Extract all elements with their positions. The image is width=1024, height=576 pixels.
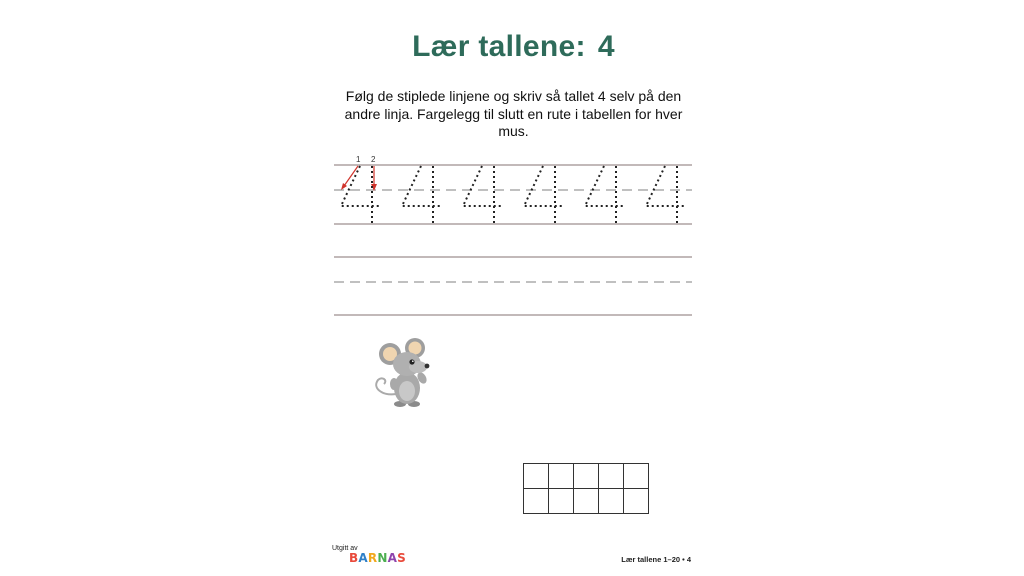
stroke-arrow-1 (341, 166, 358, 190)
mouse-illustration (368, 336, 448, 410)
dotted-digit-5 (585, 166, 623, 224)
grid-row (524, 489, 649, 514)
grid-cell[interactable] (549, 464, 574, 489)
instructions-text: Følg de stiplede linjene og skriv så tallet 4 selv på den andre linja. Fargelegg til slutt en rute i tabellen for hver mus. (344, 88, 683, 139)
grid-cell[interactable] (574, 464, 599, 489)
dotted-digit-4 (524, 166, 562, 224)
publisher-prefix: Utgitt av (332, 545, 358, 552)
logo-letter: A (387, 551, 398, 565)
dotted-digit-1 (341, 166, 379, 224)
page-title (312, 30, 715, 64)
logo-letter: S (397, 551, 406, 565)
grid-cell[interactable] (624, 464, 649, 489)
logo-letter: A (358, 551, 368, 565)
logo-letter: R (367, 551, 378, 565)
publisher-logo (349, 551, 406, 565)
dotted-digit-6 (646, 166, 684, 224)
grid-cell[interactable] (599, 464, 624, 489)
tracing-area (312, 150, 715, 325)
grid-row (524, 464, 649, 489)
grid-cell[interactable] (549, 489, 574, 514)
dotted-digit-3 (463, 166, 501, 224)
title-number: 4 (597, 30, 615, 63)
stroke-label-1: 1 (356, 155, 361, 164)
counting-grid (523, 463, 649, 514)
logo-letter: N (377, 551, 388, 565)
grid-cell[interactable] (599, 489, 624, 514)
grid-cell[interactable] (624, 489, 649, 514)
dotted-digit-2 (402, 166, 440, 224)
worksheet-page (312, 0, 715, 576)
title-text: Lær tallene: (412, 30, 586, 63)
stroke-label-2: 2 (371, 155, 376, 164)
grid-cell[interactable] (574, 489, 599, 514)
logo-letter: B (349, 551, 359, 565)
grid-cell[interactable] (524, 464, 549, 489)
page-label: Lær tallene 1–20 • 4 (621, 555, 691, 564)
grid-cell[interactable] (524, 489, 549, 514)
